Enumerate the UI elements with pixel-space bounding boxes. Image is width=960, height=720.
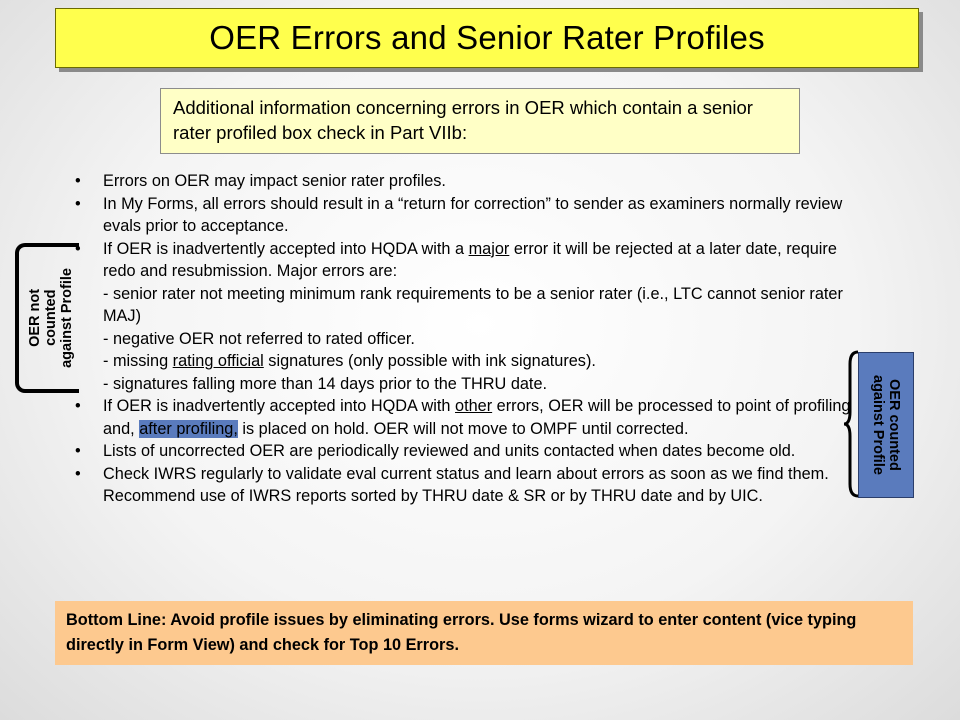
major-error-3-end: signatures (only possible with ink signatures). bbox=[263, 352, 596, 370]
major-error-4: - signatures falling more than 14 days prior to the THRU date. bbox=[103, 374, 548, 393]
bullet-text: Check IWRS regularly to validate eval current status and learn about errors as soon as we find them. Recommend use of IWRS reports sorted by THRU date & SR or by THRU date and by UIC. bbox=[103, 464, 829, 505]
highlight-after-profiling: after profiling, bbox=[139, 419, 238, 438]
bullet-text: errors, OER will be processed to point of profiling and, bbox=[103, 397, 851, 438]
major-error-3: - missing bbox=[103, 352, 173, 370]
bullet-text: Errors on OER may impact senior rater profiles. bbox=[103, 172, 446, 190]
underlined-other: other bbox=[455, 397, 493, 415]
title-banner bbox=[55, 8, 919, 68]
underlined-rating-official: rating official bbox=[172, 352, 264, 370]
info-callout: Additional information concerning errors in OER which contain a senior rater profiled box check in Part VIIb: bbox=[160, 88, 800, 154]
bullet-text: If OER is inadvertently accepted into HQDA with a bbox=[103, 239, 469, 258]
bullet-text: If OER is inadvertently accepted into HQDA with bbox=[103, 397, 456, 415]
bullet-text: is placed on hold. OER will not move to OMPF until corrected. bbox=[237, 419, 689, 438]
underlined-major: major bbox=[468, 239, 510, 258]
bullet-text: In My Forms, all errors should result in a “return for correction” to sender as examiners normally review evals prior to acceptance. bbox=[103, 194, 843, 235]
side-label-counted bbox=[858, 352, 914, 498]
bullet-item bbox=[60, 193, 860, 238]
side-label-text: OER counted against Profile bbox=[870, 375, 902, 475]
bullet-item bbox=[60, 238, 860, 396]
page-title: OER Errors and Senior Rater Profiles bbox=[209, 19, 765, 56]
bullet-text: Lists of uncorrected OER are periodically reviewed and units contacted when dates become old. bbox=[103, 442, 796, 460]
side-label-not-counted bbox=[15, 247, 87, 389]
major-error-2: - negative OER not referred to rated officer. bbox=[103, 329, 415, 348]
bullet-item bbox=[60, 170, 860, 193]
bottom-line-box: Bottom Line: Avoid profile issues by eliminating errors. Use forms wizard to enter content (vice typing directly in Form View) and check for Top 10 Errors. bbox=[55, 601, 913, 665]
bullet-item bbox=[60, 395, 860, 440]
side-label-text: OER not counted against Profile bbox=[27, 268, 75, 368]
bullet-item bbox=[60, 440, 860, 463]
bullet-text: error it will be rejected at a later date, require redo and resubmission. Major errors are: bbox=[103, 239, 837, 280]
major-error-1: - senior rater not meeting minimum rank requirements to be a senior rater (i.e., LTC cannot senior rater MAJ) bbox=[103, 284, 843, 325]
bullet-list bbox=[60, 170, 860, 508]
bullet-item bbox=[60, 463, 860, 508]
